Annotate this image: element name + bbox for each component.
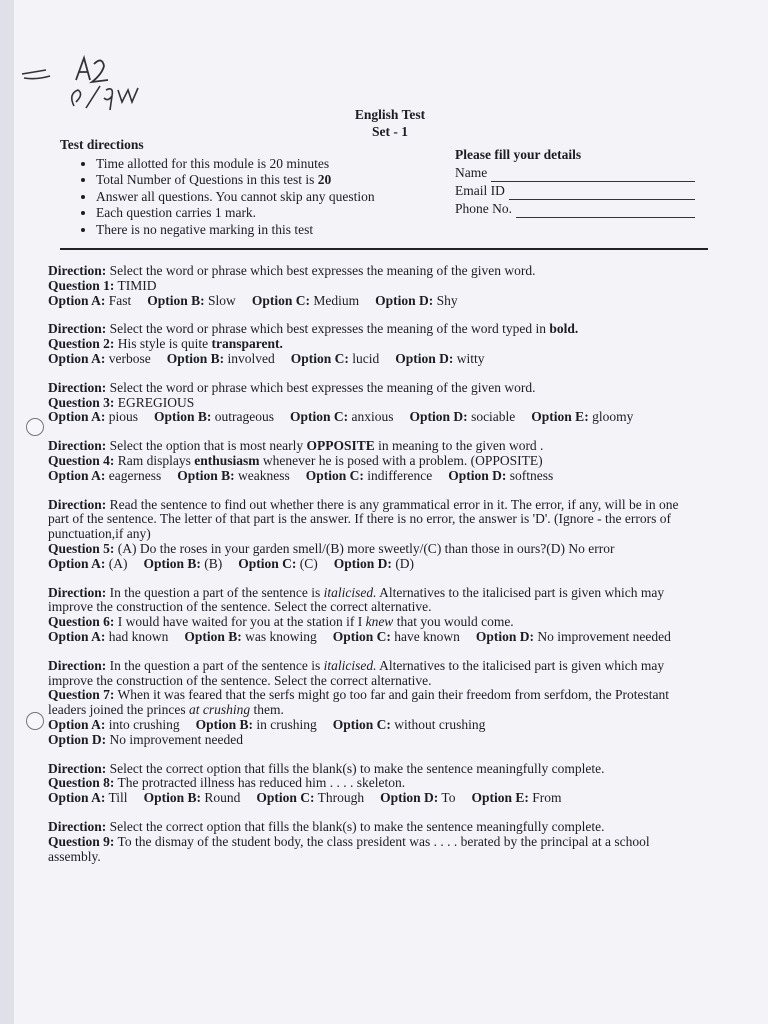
option-d[interactable]: Option D: No improvement needed	[48, 731, 243, 747]
direction-item: • Time allotted for this module is 20 minutes	[96, 156, 420, 173]
question-text: that you would come.	[393, 614, 514, 630]
direction-label: Direction:	[48, 438, 107, 454]
question-text: When it was feared that the serfs might go too far and gain their freedom from serfdom, the Protestant leaders joined the princes	[48, 687, 669, 718]
name-blank[interactable]	[491, 169, 695, 182]
direction-item-text: Total Number of Questions in this test is	[96, 172, 318, 187]
option-a[interactable]: Option A: Till	[48, 790, 128, 806]
question-text: To the dismay of the student body, the class president was . . . . berated by the principal at a school assembly.	[48, 833, 650, 864]
test-set: Set - 1	[372, 124, 408, 139]
question-block	[48, 820, 698, 864]
question-block	[48, 586, 698, 645]
question-text: EGREGIOUS	[117, 394, 195, 410]
question-label: Question 5:	[48, 540, 115, 556]
question-text: I would have waited for you at the station if I	[117, 614, 366, 630]
direction-item	[96, 172, 420, 189]
question-block	[48, 381, 698, 425]
direction-label: Direction:	[48, 379, 107, 395]
direction-text: Select the option that is most nearly	[109, 438, 307, 454]
option-a[interactable]: Option A: had known	[48, 628, 169, 644]
header-divider	[60, 248, 708, 250]
question-label: Question 7:	[48, 687, 115, 703]
option-a[interactable]: Option A: verbose	[48, 350, 151, 366]
details-heading: Please fill your details	[455, 147, 582, 162]
option-d[interactable]: Option D: softness	[448, 467, 554, 483]
option-b[interactable]: Option B: in crushing	[195, 716, 317, 732]
question-text: TIMID	[117, 277, 157, 293]
option-b[interactable]: Option B: outrageous	[154, 409, 275, 425]
question-block	[48, 264, 698, 308]
question-block	[48, 498, 698, 572]
option-c[interactable]: Option C: have known	[332, 628, 460, 644]
option-d[interactable]: Option D: No improvement needed	[475, 628, 671, 644]
email-field[interactable]: Email ID	[455, 182, 705, 200]
option-a[interactable]: Option A: (A)	[48, 555, 128, 571]
name-field[interactable]: Name	[455, 164, 705, 182]
option-a[interactable]: Option A: eagerness	[48, 467, 162, 483]
question-label: Question 9:	[48, 833, 115, 849]
direction-item: • There is no negative marking in this test	[96, 222, 420, 239]
option-b[interactable]: Option B: Round	[143, 790, 241, 806]
test-directions	[60, 137, 420, 238]
option-a[interactable]: Option A: pious	[48, 409, 139, 425]
direction-italic: italicised.	[323, 584, 377, 600]
question-text: them.	[250, 702, 284, 718]
questions-list	[48, 264, 698, 878]
question-emphasis: enthusiasm	[194, 452, 260, 468]
direction-text: In the question a part of the sentence is	[109, 584, 324, 600]
direction-label: Direction:	[48, 657, 107, 673]
scan-edge	[0, 0, 14, 1024]
question-label: Question 6:	[48, 614, 115, 630]
option-c[interactable]: Option C: lucid	[290, 350, 380, 366]
phone-blank[interactable]	[516, 205, 695, 218]
question-label: Question 3:	[48, 394, 115, 410]
question-block	[48, 322, 698, 366]
test-title-block	[330, 106, 450, 140]
option-a[interactable]: Option A: into crushing	[48, 716, 180, 732]
question-text: (A) Do the roses in your garden smell/(B) more sweetly/(C) than those in ours?(D) No error	[117, 540, 615, 556]
direction-text: Select the word or phrase which best expresses the meaning of the given word.	[109, 263, 536, 278]
direction-text: Alternatives to the italicised part is given which may improve the construction of the sentence. Select the correct alternative.	[48, 584, 665, 615]
option-c[interactable]: Option C: Medium	[251, 292, 360, 308]
question-block	[48, 659, 698, 748]
option-d[interactable]: Option D: sociable	[409, 409, 516, 425]
direction-label: Direction:	[48, 321, 107, 337]
option-c[interactable]: Option C: Through	[256, 790, 365, 806]
option-c[interactable]: Option C: without crushing	[332, 716, 486, 732]
option-e[interactable]: Option E: From	[471, 790, 562, 806]
question-block	[48, 762, 698, 806]
email-blank[interactable]	[509, 187, 695, 200]
phone-field[interactable]: Phone No.	[455, 200, 705, 218]
option-d[interactable]: Option D: (D)	[333, 555, 415, 571]
punch-hole	[26, 418, 44, 436]
options-row	[48, 352, 698, 367]
direction-item: • Answer all questions. You cannot skip any question	[96, 189, 420, 206]
question-italic: knew	[365, 614, 394, 630]
punch-hole	[26, 712, 44, 730]
question-label: Question 2:	[48, 336, 115, 352]
direction-text: in meaning to the given word .	[374, 438, 544, 454]
options-row	[48, 630, 698, 645]
option-e[interactable]: Option E: gloomy	[531, 409, 634, 425]
option-d[interactable]: Option D: witty	[395, 350, 485, 366]
question-label: Question 1:	[48, 277, 115, 293]
question-text: His style is quite	[117, 336, 212, 352]
direction-text: Select the correct option that fills the blank(s) to make the sentence meaningfully complete.	[109, 760, 605, 776]
direction-text: In the question a part of the sentence is	[109, 657, 324, 673]
direction-emphasis: OPPOSITE	[306, 438, 375, 454]
question-italic: at crushing	[188, 702, 251, 718]
question-text: whenever he is posed with a problem. (OPPOSITE)	[259, 452, 543, 468]
options-row	[48, 557, 698, 572]
option-c[interactable]: Option C: (C)	[238, 555, 318, 571]
options-row	[48, 294, 698, 309]
question-label: Question 8:	[48, 775, 115, 791]
option-c[interactable]: Option C: anxious	[290, 409, 394, 425]
options-row	[48, 469, 698, 484]
option-b[interactable]: Option B: was knowing	[184, 628, 317, 644]
direction-text: Read the sentence to find out whether there is any grammatical error in it. The error, if any, will be in one part of the sentence. The letter of that part is the answer. If there is no error, the answer is 'D'. (Ignore - the errors of punctuation,if any)	[48, 496, 679, 542]
question-text: The protracted illness has reduced him . . . . skeleton.	[117, 775, 406, 791]
direction-label: Direction:	[48, 496, 107, 512]
direction-text: Select the word or phrase which best expresses the meaning of the given word.	[109, 379, 536, 395]
option-a[interactable]: Option A: Fast	[48, 292, 132, 308]
options-row	[48, 791, 698, 806]
question-label: Question 4:	[48, 452, 115, 468]
direction-text: Select the correct option that fills the blank(s) to make the sentence meaningfully complete.	[109, 818, 605, 834]
direction-label: Direction:	[48, 263, 107, 278]
direction-label: Direction:	[48, 760, 107, 776]
direction-text: Select the word or phrase which best expresses the meaning of the word typed in	[109, 321, 550, 337]
test-directions-list	[60, 156, 420, 239]
question-block	[48, 439, 698, 483]
option-c[interactable]: Option C: indifference	[305, 467, 433, 483]
question-emphasis: transparent.	[211, 336, 283, 352]
option-b[interactable]: Option B: involved	[166, 350, 275, 366]
direction-emphasis: bold.	[549, 321, 579, 337]
direction-label: Direction:	[48, 584, 107, 600]
option-d[interactable]: Option D: Shy	[375, 292, 458, 308]
option-b[interactable]: Option B: (B)	[143, 555, 223, 571]
options-row	[48, 410, 698, 425]
direction-text: Alternatives to the italicised part is given which may improve the construction of the sentence. Select the correct alternative.	[48, 657, 665, 688]
details-form	[455, 146, 705, 218]
test-directions-heading: Test directions	[60, 137, 144, 152]
direction-italic: italicised.	[323, 657, 377, 673]
option-b[interactable]: Option B: Slow	[147, 292, 236, 308]
option-b[interactable]: Option B: weakness	[177, 467, 290, 483]
question-text: Ram displays	[117, 452, 195, 468]
option-d[interactable]: Option D: To	[380, 790, 456, 806]
options-row	[48, 718, 698, 748]
handwritten-annotation	[18, 50, 148, 120]
question-count: 20	[317, 172, 332, 187]
test-title: English Test	[354, 107, 426, 122]
direction-item: • Each question carries 1 mark.	[96, 205, 420, 222]
direction-label: Direction:	[48, 818, 107, 834]
